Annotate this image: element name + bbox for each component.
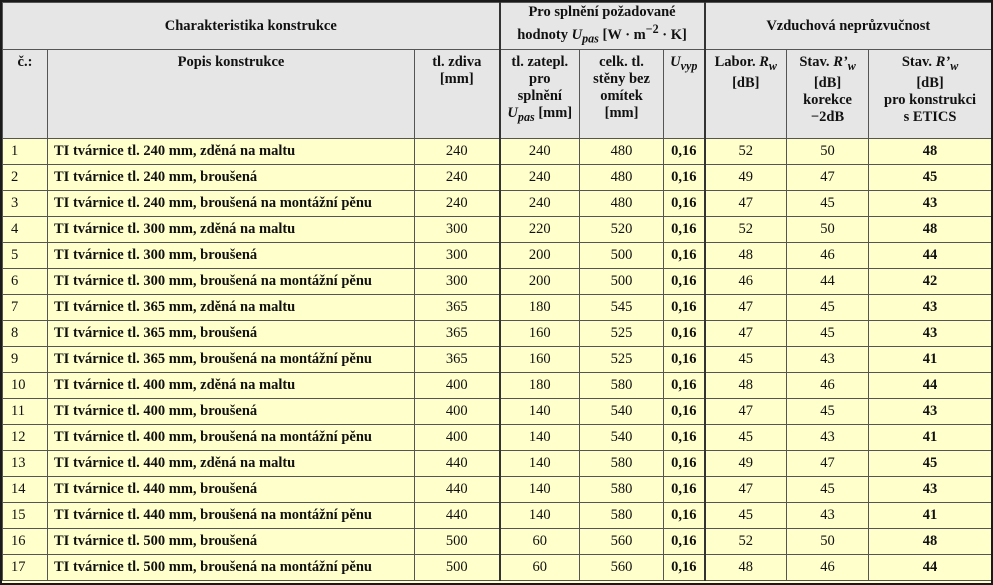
row-site-rw: 47	[787, 451, 869, 477]
column-header-site-rw-etics: Stav. $R’_w$ [dB] pro konstrukci s ETICS	[869, 50, 992, 139]
row-site-rw: 45	[787, 191, 869, 217]
row-description: TI tvárnice tl. 400 mm, broušená	[48, 399, 415, 425]
row-wall-thickness: 440	[415, 477, 500, 503]
row-wall-thickness: 440	[415, 451, 500, 477]
row-insulation-thickness: 160	[500, 347, 580, 373]
row-number: 11	[3, 399, 48, 425]
row-description: TI tvárnice tl. 440 mm, zděná na maltu	[48, 451, 415, 477]
row-description: TI tvárnice tl. 300 mm, broušená	[48, 243, 415, 269]
row-etics-rw: 48	[869, 217, 992, 243]
row-insulation-thickness: 140	[500, 451, 580, 477]
row-description: TI tvárnice tl. 440 mm, broušená	[48, 477, 415, 503]
column-header-site-rw-correction: Stav. $R’_w$ [dB] korekce −2dB	[787, 50, 869, 139]
construction-table	[2, 2, 992, 581]
row-description: TI tvárnice tl. 300 mm, broušená na montážní pěnu	[48, 269, 415, 295]
table-row	[3, 529, 992, 555]
row-description: TI tvárnice tl. 240 mm, broušená	[48, 165, 415, 191]
row-etics-rw: 45	[869, 451, 992, 477]
table-row	[3, 373, 992, 399]
row-u-value: 0,16	[664, 217, 705, 243]
row-etics-rw: 41	[869, 347, 992, 373]
row-insulation-thickness: 200	[500, 243, 580, 269]
column-header-wall-thickness: tl. zdiva [mm]	[415, 50, 500, 139]
column-header-number: č.:	[3, 50, 48, 139]
row-u-value: 0,16	[664, 451, 705, 477]
row-lab-rw: 47	[705, 399, 787, 425]
row-site-rw: 46	[787, 555, 869, 581]
row-lab-rw: 47	[705, 477, 787, 503]
column-header-lab-rw: Labor. $R_w$ [dB]	[705, 50, 787, 139]
row-lab-rw: 52	[705, 217, 787, 243]
table-row	[3, 165, 992, 191]
row-wall-thickness: 500	[415, 555, 500, 581]
row-wall-thickness: 300	[415, 217, 500, 243]
row-etics-rw: 44	[869, 373, 992, 399]
row-lab-rw: 52	[705, 139, 787, 165]
row-etics-rw: 43	[869, 321, 992, 347]
row-wall-thickness: 400	[415, 399, 500, 425]
row-site-rw: 43	[787, 425, 869, 451]
table-row	[3, 555, 992, 581]
row-wall-thickness: 365	[415, 347, 500, 373]
table-row	[3, 243, 992, 269]
row-etics-rw: 44	[869, 243, 992, 269]
row-lab-rw: 45	[705, 503, 787, 529]
row-number: 16	[3, 529, 48, 555]
row-insulation-thickness: 140	[500, 477, 580, 503]
row-u-value: 0,16	[664, 555, 705, 581]
row-total-thickness: 580	[580, 373, 664, 399]
row-site-rw: 43	[787, 347, 869, 373]
row-site-rw: 46	[787, 373, 869, 399]
table-row	[3, 399, 992, 425]
row-total-thickness: 525	[580, 321, 664, 347]
row-site-rw: 45	[787, 399, 869, 425]
row-insulation-thickness: 60	[500, 555, 580, 581]
row-u-value: 0,16	[664, 477, 705, 503]
row-number: 4	[3, 217, 48, 243]
row-lab-rw: 45	[705, 425, 787, 451]
row-etics-rw: 44	[869, 555, 992, 581]
row-u-value: 0,16	[664, 321, 705, 347]
row-lab-rw: 46	[705, 269, 787, 295]
row-description: TI tvárnice tl. 365 mm, zděná na maltu	[48, 295, 415, 321]
row-u-value: 0,16	[664, 139, 705, 165]
row-total-thickness: 540	[580, 399, 664, 425]
row-insulation-thickness: 220	[500, 217, 580, 243]
row-site-rw: 50	[787, 139, 869, 165]
row-description: TI tvárnice tl. 400 mm, broušená na montážní pěnu	[48, 425, 415, 451]
row-etics-rw: 41	[869, 503, 992, 529]
row-etics-rw: 48	[869, 139, 992, 165]
row-site-rw: 47	[787, 165, 869, 191]
row-description: TI tvárnice tl. 500 mm, broušená na montážní pěnu	[48, 555, 415, 581]
row-u-value: 0,16	[664, 243, 705, 269]
row-etics-rw: 43	[869, 477, 992, 503]
row-lab-rw: 47	[705, 321, 787, 347]
row-lab-rw: 47	[705, 191, 787, 217]
table-row	[3, 139, 992, 165]
row-u-value: 0,16	[664, 529, 705, 555]
table-row	[3, 191, 992, 217]
table-row	[3, 217, 992, 243]
row-u-value: 0,16	[664, 269, 705, 295]
row-description: TI tvárnice tl. 300 mm, zděná na maltu	[48, 217, 415, 243]
column-header-u-calculated: $U_{vyp}$	[664, 50, 705, 139]
row-insulation-thickness: 160	[500, 321, 580, 347]
table-row	[3, 477, 992, 503]
row-wall-thickness: 500	[415, 529, 500, 555]
row-number: 15	[3, 503, 48, 529]
row-insulation-thickness: 140	[500, 503, 580, 529]
row-site-rw: 45	[787, 295, 869, 321]
row-site-rw: 44	[787, 269, 869, 295]
row-site-rw: 45	[787, 321, 869, 347]
row-total-thickness: 580	[580, 451, 664, 477]
row-insulation-thickness: 240	[500, 165, 580, 191]
column-header-description: Popis konstrukce	[48, 50, 415, 139]
row-wall-thickness: 240	[415, 139, 500, 165]
row-lab-rw: 48	[705, 243, 787, 269]
row-description: TI tvárnice tl. 365 mm, broušená na montážní pěnu	[48, 347, 415, 373]
row-etics-rw: 42	[869, 269, 992, 295]
table-row	[3, 347, 992, 373]
row-total-thickness: 545	[580, 295, 664, 321]
row-wall-thickness: 240	[415, 191, 500, 217]
table-body	[3, 139, 992, 581]
row-insulation-thickness: 140	[500, 399, 580, 425]
row-number: 1	[3, 139, 48, 165]
row-number: 12	[3, 425, 48, 451]
row-description: TI tvárnice tl. 240 mm, broušená na montážní pěnu	[48, 191, 415, 217]
row-insulation-thickness: 200	[500, 269, 580, 295]
row-total-thickness: 480	[580, 191, 664, 217]
row-number: 7	[3, 295, 48, 321]
row-wall-thickness: 365	[415, 295, 500, 321]
row-insulation-thickness: 180	[500, 373, 580, 399]
row-lab-rw: 49	[705, 165, 787, 191]
row-number: 9	[3, 347, 48, 373]
row-u-value: 0,16	[664, 295, 705, 321]
column-header-total-wall-thickness: celk. tl. stěny bez omítek [mm]	[580, 50, 664, 139]
header-upas-requirement: Pro splnění požadované hodnoty $U_{pas}$ $[W \cdot m^{-2} \cdot K]$	[500, 3, 705, 50]
column-header-insulation-thickness: tl. zatepl. pro splnění $U_{pas}$ [mm]	[500, 50, 580, 139]
row-wall-thickness: 400	[415, 425, 500, 451]
row-number: 13	[3, 451, 48, 477]
table-row	[3, 321, 992, 347]
row-number: 2	[3, 165, 48, 191]
row-wall-thickness: 300	[415, 243, 500, 269]
table-row	[3, 425, 992, 451]
row-u-value: 0,16	[664, 347, 705, 373]
row-site-rw: 43	[787, 503, 869, 529]
row-total-thickness: 520	[580, 217, 664, 243]
table-row	[3, 503, 992, 529]
row-u-value: 0,16	[664, 165, 705, 191]
row-number: 3	[3, 191, 48, 217]
header-construction-characteristics: Charakteristika konstrukce	[3, 3, 500, 50]
row-site-rw: 50	[787, 529, 869, 555]
row-description: TI tvárnice tl. 240 mm, zděná na maltu	[48, 139, 415, 165]
row-total-thickness: 500	[580, 269, 664, 295]
row-lab-rw: 49	[705, 451, 787, 477]
row-number: 17	[3, 555, 48, 581]
row-total-thickness: 480	[580, 165, 664, 191]
row-description: TI tvárnice tl. 365 mm, broušená	[48, 321, 415, 347]
row-lab-rw: 45	[705, 347, 787, 373]
row-u-value: 0,16	[664, 191, 705, 217]
row-wall-thickness: 300	[415, 269, 500, 295]
row-lab-rw: 48	[705, 373, 787, 399]
table-row	[3, 451, 992, 477]
row-insulation-thickness: 60	[500, 529, 580, 555]
row-number: 14	[3, 477, 48, 503]
row-description: TI tvárnice tl. 500 mm, broušená	[48, 529, 415, 555]
row-number: 8	[3, 321, 48, 347]
row-site-rw: 46	[787, 243, 869, 269]
row-number: 5	[3, 243, 48, 269]
row-insulation-thickness: 240	[500, 191, 580, 217]
row-total-thickness: 500	[580, 243, 664, 269]
row-lab-rw: 47	[705, 295, 787, 321]
header-airborne-sound-insulation: Vzduchová neprůzvučnost	[705, 3, 992, 50]
row-insulation-thickness: 140	[500, 425, 580, 451]
row-total-thickness: 525	[580, 347, 664, 373]
row-etics-rw: 43	[869, 399, 992, 425]
row-number: 10	[3, 373, 48, 399]
row-wall-thickness: 400	[415, 373, 500, 399]
row-etics-rw: 43	[869, 191, 992, 217]
row-u-value: 0,16	[664, 425, 705, 451]
row-wall-thickness: 440	[415, 503, 500, 529]
row-description: TI tvárnice tl. 400 mm, zděná na maltu	[48, 373, 415, 399]
row-wall-thickness: 365	[415, 321, 500, 347]
row-total-thickness: 580	[580, 477, 664, 503]
row-etics-rw: 45	[869, 165, 992, 191]
row-total-thickness: 560	[580, 555, 664, 581]
row-lab-rw: 48	[705, 555, 787, 581]
row-insulation-thickness: 180	[500, 295, 580, 321]
row-u-value: 0,16	[664, 399, 705, 425]
row-total-thickness: 580	[580, 503, 664, 529]
row-u-value: 0,16	[664, 503, 705, 529]
row-etics-rw: 41	[869, 425, 992, 451]
row-description: TI tvárnice tl. 440 mm, broušená na montážní pěnu	[48, 503, 415, 529]
row-total-thickness: 480	[580, 139, 664, 165]
row-site-rw: 45	[787, 477, 869, 503]
row-insulation-thickness: 240	[500, 139, 580, 165]
row-site-rw: 50	[787, 217, 869, 243]
table-row	[3, 295, 992, 321]
row-number: 6	[3, 269, 48, 295]
table-row	[3, 269, 992, 295]
row-lab-rw: 52	[705, 529, 787, 555]
row-total-thickness: 540	[580, 425, 664, 451]
row-etics-rw: 43	[869, 295, 992, 321]
row-etics-rw: 48	[869, 529, 992, 555]
row-wall-thickness: 240	[415, 165, 500, 191]
row-total-thickness: 560	[580, 529, 664, 555]
row-u-value: 0,16	[664, 373, 705, 399]
